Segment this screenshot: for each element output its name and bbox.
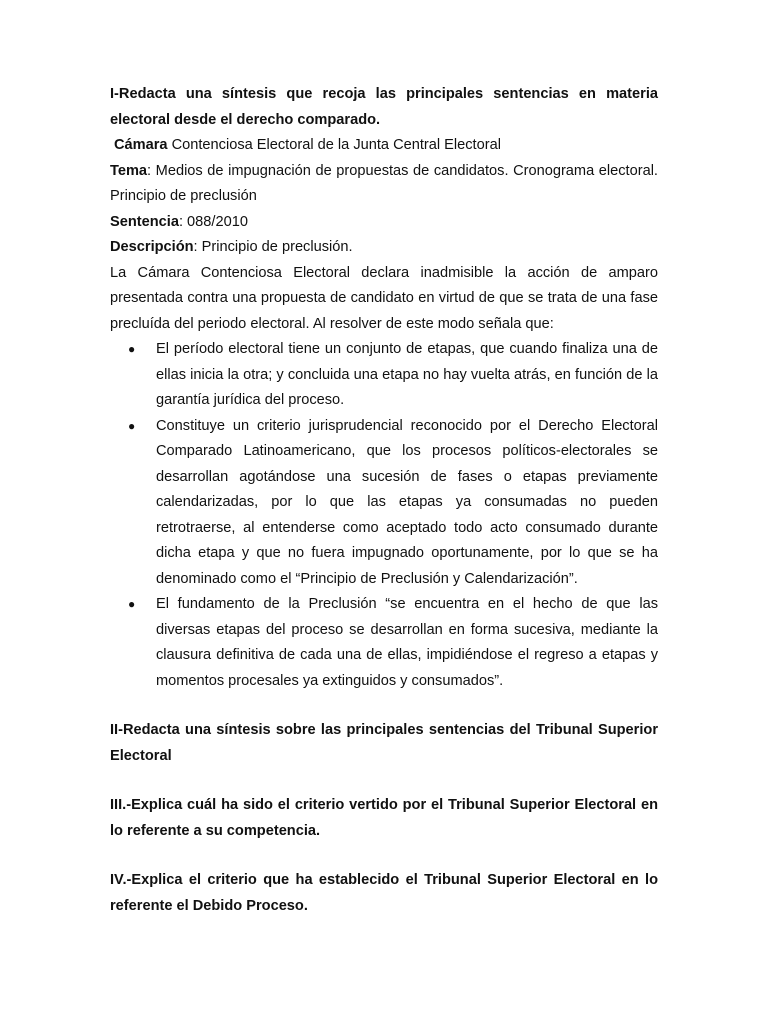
tema-value: : Medios de impugnación de propuestas de candidatos. Cronograma electoral. Principio de preclusión [110,162,658,204]
sentencia-line [110,210,658,236]
bullet-list [110,337,658,694]
sentencia-label: Sentencia [110,213,179,230]
camara-value: Contenciosa Electoral de la Junta Central Electoral [167,137,501,153]
bullet-icon: ● [128,418,136,433]
spacer [110,769,658,793]
sentencia-value: : 088/2010 [178,213,248,230]
spacer [110,844,658,868]
bullet-icon: ● [128,342,136,356]
list-item [110,592,658,694]
camara-line [110,133,658,159]
bullet-icon: ● [128,597,136,611]
intro-paragraph: La Cámara Contenciosa Electoral declara inadmisible la acción de amparo presentada contra una propuesta de candidato en virtud de que se trata de una fase precluída del periodo electoral. Al resolver de este modo señala que: [110,264,658,332]
camara-label: Cámara [114,137,168,153]
tema-label: Tema [110,162,148,179]
descripcion-value: : Principio de preclusión. [193,239,353,255]
list-item-text: El período electoral tiene un conjunto de etapas, que cuando finaliza una de ellas inicia la otra; y concluida una etapa no hay vuelta atrás, en función de la garantía jurídica del proceso. [156,341,658,408]
descripcion-label: Descripción [110,239,194,255]
list-item-text: El fundamento de la Preclusión “se encuentra en el hecho de que las diversas etapas del proceso se desarrollan en forma sucesiva, mediante la clausura definitiva de cada una de ellas, impidiéndose el regreso a etapas y momentos procesales ya extinguidos y consumados”. [156,596,658,689]
question-2: II-Redacta una síntesis sobre las principales sentencias del Tribunal Superior Electoral [110,722,658,764]
spacer [110,694,658,718]
list-item [110,337,658,414]
descripcion-line [110,235,658,261]
list-item [110,414,658,593]
list-item-text: Constituye un criterio jurisprudencial reconocido por el Derecho Electoral Comparado Latinoamericano, que los procesos políticos-electorales se desarrollan agotándose una sucesión de fases o etapas previamente calendarizadas, por lo que las etapas ya consumadas no pueden retrotraerse, al entenderse como aceptado todo acto consumado durante dicha etapa y que no fuera impugnado oportunamente, por lo que se ha denominado como el “Principio de Preclusión y Calendarización”. [156,417,658,587]
question-3: III.-Explica cuál ha sido el criterio vertido por el Tribunal Superior Electoral en lo referente a su competencia. [110,797,658,839]
question-1: I-Redacta una síntesis que recoja las principales sentencias en materia electoral desde el derecho comparado. [110,86,658,128]
question-4: IV.-Explica el criterio que ha establecido el Tribunal Superior Electoral en lo referente el Debido Proceso. [110,872,658,914]
tema-line [110,159,658,210]
